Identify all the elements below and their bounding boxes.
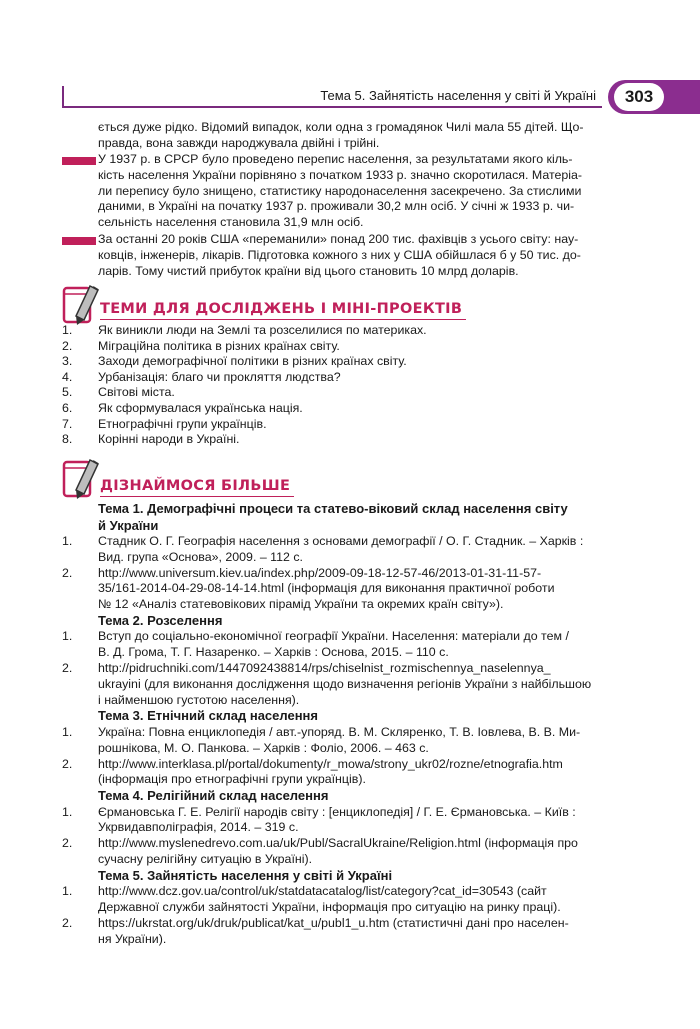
item-number: 3. — [62, 354, 73, 369]
reference-item — [62, 534, 618, 566]
item-number: 2. — [62, 338, 73, 353]
item-text: Міграційна політика в різних країнах світу. — [98, 338, 340, 353]
text-line: Тема 1. Демографічні процеси та статево-віковий склад населення світу — [98, 501, 568, 516]
text-line: В. Д. Грома, Т. Г. Назаренко. – Харків : Основа, 2015. – 110 с. — [98, 645, 449, 660]
topic-2-title: Тема 2. Розселення — [98, 612, 223, 628]
reference-link[interactable]: http://www.interklasa.pl/portal/dokumenty/r_mowa/strony_ukr02/rozne/etnografia.htm — [98, 756, 563, 771]
item-number: 1. — [62, 534, 73, 548]
reference-link[interactable]: http://www.universum.kiev.ua/index.php/2009-09-18-12-57-46/2013-01-31-11-57- — [98, 565, 542, 580]
reference-item — [62, 629, 618, 661]
item-text: Урбанізація: благо чи прокляття людства? — [98, 369, 341, 384]
text-line: ковців, інженерів, лікарів. Підготовка кожного з них у США обійшлася б у 50 тис. до- — [98, 247, 581, 262]
literature-list — [62, 501, 618, 948]
reference-item — [62, 757, 618, 789]
topic-3-title: Тема 3. Етнічний склад населення — [98, 708, 318, 724]
item-number: 8. — [62, 432, 73, 447]
reference-item — [62, 805, 618, 837]
reference-link[interactable]: http://pidruchniki.com/1447092438814/rps/chiselnist_rozmischennya_naselennya_ — [98, 661, 551, 676]
text-line: й України — [98, 517, 159, 533]
text-line: Україна: Повна енциклопедія / авт.-упоряд. В. М. Скляренко, Т. В. Іовлева, В. В. Ми- — [98, 724, 581, 739]
item-text: Як сформувалася українська нація. — [98, 400, 303, 415]
item-text: Заходи демографічної політики в різних країнах світу. — [98, 354, 407, 369]
intro-paragraph — [98, 120, 618, 152]
fact-marker — [62, 157, 96, 165]
text-line: Стадник О. Г. Географія населення з основами демографії / О. Г. Стадник. – Харків : — [98, 534, 584, 548]
item-number: 2. — [62, 565, 73, 580]
item-number: 2. — [62, 756, 73, 771]
item-number: 7. — [62, 416, 73, 431]
reference-link[interactable]: http://www.dcz.gov.ua/control/uk/statdatacatalog/list/category?cat_id=30543 (сайт — [98, 884, 547, 899]
research-topics-list — [62, 323, 622, 448]
item-number: 2. — [62, 836, 73, 851]
header-rule — [62, 106, 602, 108]
topic-4-title: Тема 4. Релігійний склад населення — [98, 788, 329, 804]
list-item — [62, 385, 622, 401]
text-line: правда, вона завжди народжувала двійні і трійні. — [98, 135, 380, 150]
list-item — [62, 323, 622, 339]
reference-item — [62, 884, 618, 916]
item-number: 5. — [62, 385, 73, 400]
text-line: 35/161-2014-04-29-08-14-14.html (інформація для виконання практичної роботи — [98, 581, 555, 596]
text-line: Єрмановська Г. Е. Релігії народів світу : [енциклопедія] / Г. Е. Єрмановська. – Київ : — [98, 804, 576, 819]
text-line: Державної служби зайнятості України, інформація про ситуацію на ринку праці). — [98, 900, 561, 915]
text-line: ється дуже рідко. Відомий випадок, коли одна з громадянок Чилі мала 55 дітей. Що- — [98, 120, 584, 134]
research-topics-heading: ТЕМИ ДЛЯ ДОСЛІДЖЕНЬ І МІНІ-ПРОЕКТІВ — [100, 301, 463, 317]
reference-item — [62, 661, 618, 708]
text-line: і найменшою густотою населення). — [98, 692, 300, 707]
text-line: сучасну релігійну ситуацію в Україні). — [98, 852, 313, 867]
text-line: ukrayini (для виконання дослідження щодо визначення регіонів України з найбільшою — [98, 676, 592, 691]
reference-item — [62, 836, 618, 868]
text-line: рошнікова, М. О. Панкова. – Харків : Фоліо, 2006. – 463 с. — [98, 740, 429, 755]
pencil-notebook-icon — [60, 456, 104, 502]
text-line: За останні 20 років США «переманили» понад 200 тис. фахівців з усього світу: нау- — [98, 232, 579, 246]
item-text: Як виникли люди на Землі та розселилися по материках. — [98, 323, 427, 337]
item-number: 2. — [62, 661, 73, 676]
text-line: ня України). — [98, 931, 167, 946]
reference-item — [62, 916, 618, 948]
header-vertical-rule — [62, 86, 64, 108]
reference-item — [62, 566, 618, 613]
list-item — [62, 401, 622, 417]
learn-more-heading: ДІЗНАЙМОСЯ БІЛЬШЕ — [100, 478, 291, 494]
text-line: Вид. група «Основа», 2009. – 112 с. — [98, 549, 303, 564]
item-text: Етнографічні групи українців. — [98, 416, 267, 431]
text-line: кість населення України порівняно з початком 1933 р. значно скоротилася. Матеріа- — [98, 167, 583, 182]
topic-1-title — [62, 501, 618, 534]
item-number: 2. — [62, 915, 73, 930]
reference-link[interactable]: https://ukrstat.org/uk/druk/publicat/kat_u/publ1_u.htm (статистичні дані про населен- — [98, 915, 569, 930]
item-number: 1. — [62, 629, 73, 644]
list-item — [62, 339, 622, 355]
pencil-notebook-icon — [60, 282, 104, 328]
topic-5-title: Тема 5. Зайнятість населення у світі й Україні — [98, 867, 393, 883]
text-line: Укрвидавполіграфія, 2014. – 319 с. — [98, 820, 299, 835]
text-line: сельність населення становила 31,9 млн осіб. — [98, 215, 364, 230]
item-number: 1. — [62, 884, 73, 899]
fact-paragraph-usa — [98, 232, 618, 279]
running-header-title: Тема 5. Зайнятість населення у світі й Україні — [320, 88, 596, 103]
page-number: 303 — [614, 83, 664, 111]
text-line: даними, в Україні на початку 1937 р. проживали 30,2 млн осіб. У січні ж 1933 р. чи- — [98, 199, 575, 214]
list-item — [62, 370, 622, 386]
item-number: 6. — [62, 400, 73, 415]
text-line: (інформація про етнографічні групи українців). — [98, 772, 366, 787]
fact-paragraph-census — [98, 152, 618, 231]
text-line: ли перепису було знищено, статистику народонаселення засекречено. За стислими — [98, 183, 582, 198]
text-line: № 12 «Аналіз статевовікових пірамід України та окремих країн світу»). — [98, 597, 504, 612]
text-line: ларів. Тому чистий прибуток країни від цього становить 10 млрд доларів. — [98, 263, 519, 278]
item-text: Світові міста. — [98, 385, 175, 400]
item-number: 1. — [62, 724, 73, 739]
item-number: 4. — [62, 369, 73, 384]
list-item — [62, 417, 622, 433]
fact-marker — [62, 237, 96, 245]
item-text: Корінні народи в Україні. — [98, 432, 240, 447]
list-item — [62, 354, 622, 370]
text-line: У 1937 р. в СРСР було проведено перепис населення, за результатами якого кіль- — [98, 152, 573, 166]
reference-link[interactable]: http://www.myslenedrevo.com.ua/uk/Publ/SacralUkraine/Religion.html (інформація про — [98, 836, 578, 851]
text-line: Вступ до соціально-економічної географії України. Населення: матеріали до тем / — [98, 629, 569, 644]
item-number: 1. — [62, 804, 73, 819]
reference-item — [62, 725, 618, 757]
item-number: 1. — [62, 323, 73, 337]
list-item — [62, 432, 622, 448]
